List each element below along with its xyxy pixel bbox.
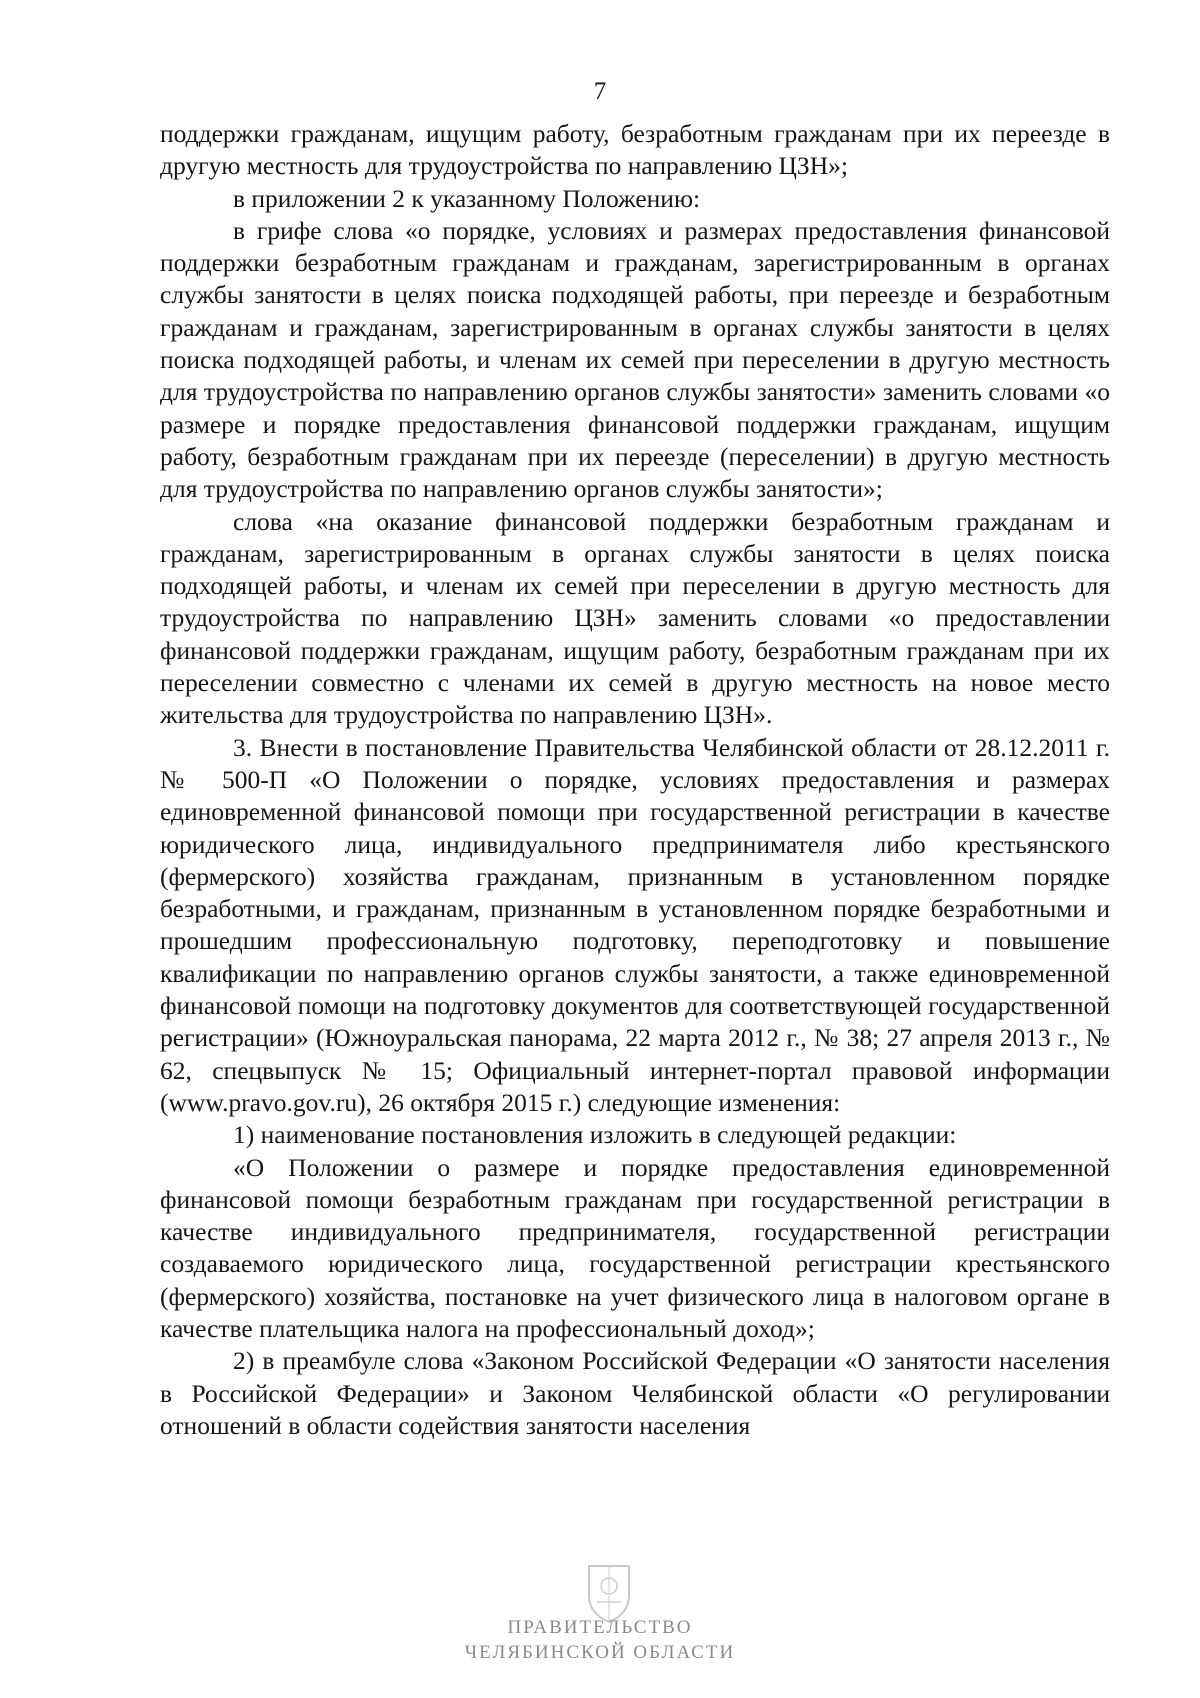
paragraph-8: 2) в преамбуле слова «Законом Российской Федерации «О занятости населения в Российской Федерации» и Законом Челябинской области «О регулировании отношений в области содействия занятости населения — [160, 1346, 1110, 1440]
paragraph-3: в грифе слова «о порядке, условиях и размерах предоставления финансовой поддержки безработным гражданам и гражданам, зарегистрированным в органах службы занятости в целях поиска подходящей работы, при переезде и безработным гражданам и гражданам, зарегистрированным в органах службы занятости в целях поиска подходящей работы, и членам их семей при переселении в другую местность для трудоустройства по направлению органов службы занятости» заменить словами «о размере и порядке предоставления финансовой поддержки гражданам, ищущим работу, безработным гражданам при их переезде (переселении) в другую местность для трудоустройства по направлению органов службы занятости»; — [160, 215, 1110, 504]
page-number: 7 — [593, 78, 607, 105]
coat-of-arms-icon — [583, 1562, 635, 1624]
document-body — [160, 118, 1110, 1442]
paragraph-7: «О Положении о размере и порядке предоставления единовременной финансовой помощи безработным гражданам при государственной регистрации в качестве индивидуального предпринимателя, государственной регистрации создаваемого юридического лица, государственной регистрации крестьянского (фермерского) хозяйства, постановке на учет физического лица в налоговом органе в качестве плательщика налога на профессиональный доход»; — [160, 1152, 1110, 1343]
paragraph-6: 1) наименование постановления изложить в следующей редакции: — [233, 1120, 957, 1150]
paragraph-1: поддержки гражданам, ищущим работу, безработным гражданам при их переезде в другую местность для трудоустройства по направлению ЦЗН»; — [160, 119, 1110, 181]
paragraph-5: 3. Внести в постановление Правительства Челябинской области от 28.12.2011 г. № 500-П «О Положении о порядке, условиях предоставления и размерах единовременной финансовой помощи при государственной регистрации в качестве юридического лица, индивидуального предпринимателя либо крестьянского (фермерского) хозяйства гражданам, признанным в установленном порядке безработными, и гражданам, признанным в установленном порядке безработными и прошедшим профессиональную подготовку, переподготовку и повышение квалификации по направлению органов службы занятости, а также единовременной финансовой помощи на подготовку документов для соответствующей государственной регистрации» (Южноуральская панорама, 22 марта 2012 г., № 38; 27 апреля 2013 г., № 62, спецвыпуск № 15; Официальный интернет-портал правовой информации (www.pravo.gov.ru), 26 октября 2015 г.) следующие изменения: — [160, 732, 1110, 1117]
paragraph-2: в приложении 2 к указанному Положению: — [233, 183, 701, 213]
paragraph-4: слова «на оказание финансовой поддержки безработным гражданам и гражданам, зарегистрированным в органах службы занятости в целях поиска подходящей работы, и членам их семей при переселении в другую местность для трудоустройства по направлению ЦЗН» заменить словами «о предоставлении финансовой поддержки гражданам, ищущим работу, безработным гражданам при их переселении совместно с членами их семей в другую местность на новое место жительства для трудоустройства по направлению ЦЗН». — [160, 506, 1110, 730]
stamp-line-2: ЧЕЛЯБИНСКОЙ ОБЛАСТИ — [464, 1642, 736, 1663]
stamp-line-1: ПРАВИТЕЛЬСТВО — [507, 1617, 693, 1638]
